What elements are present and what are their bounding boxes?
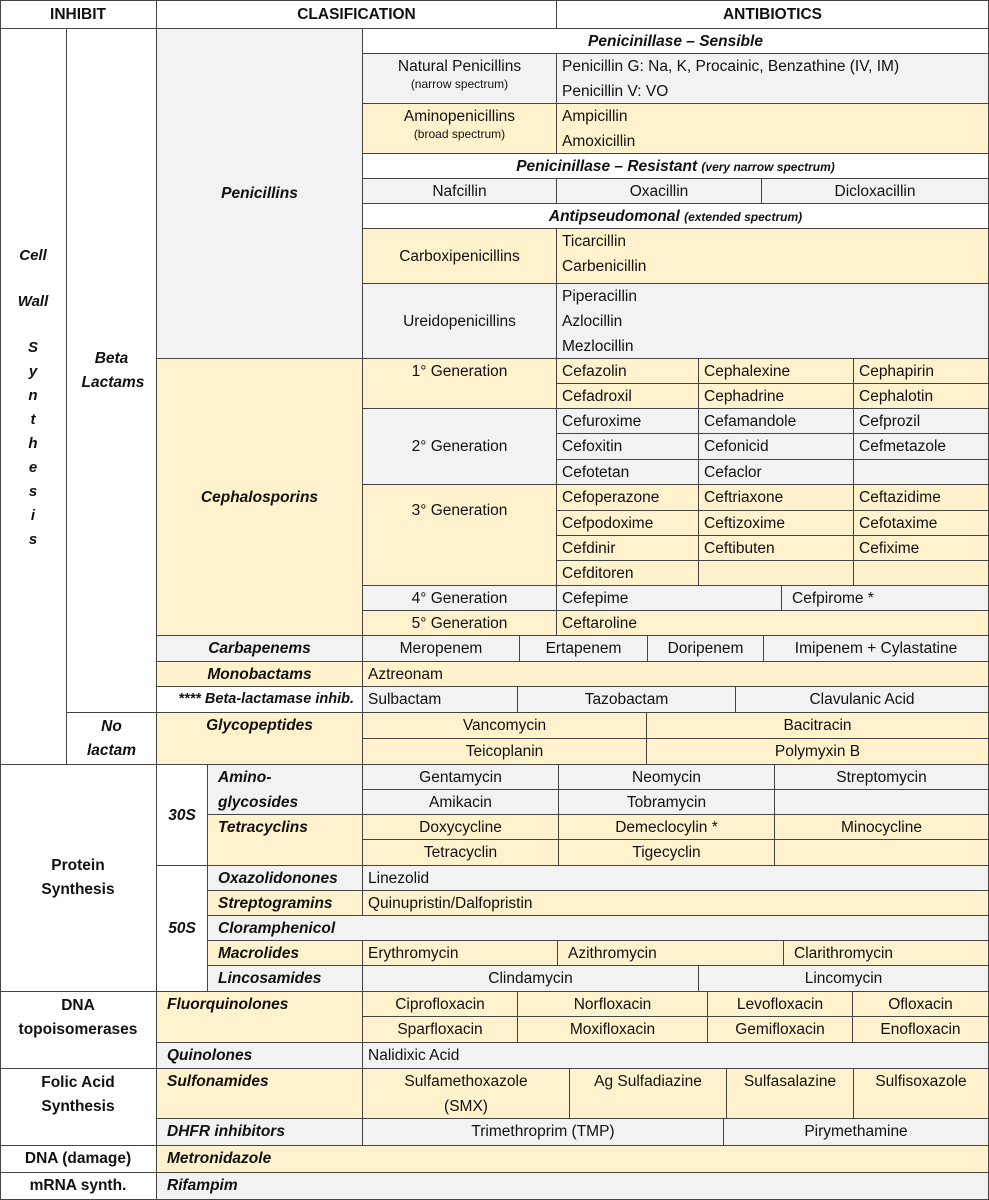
- ureidopenicillins: Ureidopenicillins: [363, 284, 557, 359]
- drug-cell: Linezolid: [363, 866, 989, 891]
- drug-cell: Cefpirome *: [782, 586, 989, 611]
- drug-item: Carbenicillin: [562, 258, 647, 275]
- drug-cell: Demeclocylin *: [559, 815, 775, 840]
- drug-cell: Gentamycin: [363, 765, 559, 790]
- class-rifampim: Rifampim: [157, 1173, 989, 1200]
- drug-cell: Imipenem + Cylastatine: [764, 636, 989, 662]
- drug-cell: Cefpodoxime: [557, 511, 699, 536]
- drug-cell: Cefonicid: [699, 434, 854, 460]
- drug-item: Penicillin G: Na, K, Procainic, Benzathine (IV, IM): [562, 58, 900, 75]
- class-cephalosporins: Cephalosporins: [157, 359, 363, 636]
- drug-cell: Doripenem: [648, 636, 764, 662]
- synthesis-letter: n: [28, 387, 38, 404]
- drug-cell: Ofloxacin: [853, 992, 989, 1017]
- synthesis-letter: S: [27, 339, 38, 356]
- aminoglycosides-line1: Amino-: [218, 769, 272, 786]
- synthesis-letter: s: [28, 483, 38, 500]
- drug-item: Piperacillin: [562, 288, 637, 305]
- ureidopenicillins-drugs: [557, 284, 989, 359]
- drug-cell: [854, 460, 989, 485]
- synthesis-letter: e: [28, 459, 38, 476]
- drug-item: (SMX): [444, 1098, 488, 1115]
- drug-cell: Ag Sulfadiazine: [570, 1069, 727, 1119]
- antipseudomonal-note: (extended spectrum): [684, 210, 803, 224]
- drug-cell: Lincomycin: [699, 966, 989, 992]
- drug-cell: Enofloxacin: [853, 1017, 989, 1043]
- drug-cell: Quinupristin/Dalfopristin: [363, 891, 989, 916]
- drug-cell: Ceftriaxone: [699, 485, 854, 511]
- drug-cell: Cefditoren: [557, 561, 699, 586]
- synthesis-letter: y: [28, 363, 38, 380]
- class-monobactams: Monobactams: [157, 662, 363, 687]
- drug-cell: Nalidixic Acid: [363, 1043, 989, 1069]
- drug-cell: Tazobactam: [518, 687, 736, 713]
- class-fluorquinolones: Fluorquinolones: [157, 992, 363, 1043]
- drug-cell: Ceftazidime: [854, 485, 989, 511]
- natural-penicillins-name: Natural Penicillins: [397, 58, 522, 75]
- natural-penicillins-note: (narrow spectrum): [410, 77, 509, 91]
- drug-cell: Cephalotin: [854, 384, 989, 409]
- synthesis-letter: h: [28, 435, 38, 452]
- drug-item: Sulfamethoxazole: [404, 1073, 528, 1090]
- drug-cell: Tobramycin: [559, 790, 775, 815]
- drug-cell: Cefadroxil: [557, 384, 699, 409]
- class-aminoglycosides: [208, 765, 363, 815]
- drug-cell: Sulfisoxazole: [854, 1069, 989, 1119]
- gen5-label: 5° Generation: [363, 611, 557, 636]
- penicillinase-resistant-header: [363, 154, 989, 179]
- drug-cell: Tigecyclin: [559, 840, 775, 866]
- penicillinase-resistant-title: Penicinillase – Resistant: [516, 158, 698, 175]
- drug-cell: Amikacin: [363, 790, 559, 815]
- antipseudomonal-header: [363, 204, 989, 229]
- drug-cell: Pirymethamine: [724, 1119, 989, 1146]
- drug-cell: [699, 561, 854, 586]
- drug-cell: Sparfloxacin: [363, 1017, 518, 1043]
- natural-penicillins: [363, 54, 557, 104]
- drug-cell: Cefotetan: [557, 460, 699, 485]
- aminopenicillins-note: (broad spectrum): [413, 127, 506, 141]
- drug-cell: Teicoplanin: [363, 739, 647, 765]
- drug-item: Ampicillin: [562, 108, 628, 125]
- synthesis-letter: t: [30, 411, 36, 428]
- drug-cell: Moxifloxacin: [518, 1017, 708, 1043]
- drug-item: Amoxicillin: [562, 133, 636, 150]
- drug-cell: Cefixime: [854, 536, 989, 561]
- header-antibiotics: ANTIBIOTICS: [557, 0, 989, 29]
- drug-cell: Gemifloxacin: [708, 1017, 853, 1043]
- drug-cell: Cefamandole: [699, 409, 854, 434]
- class-oxazolidonones: Oxazolidonones: [208, 866, 363, 891]
- gen3-label: 3° Generation: [363, 485, 557, 586]
- drug-cell: Polymyxin B: [647, 739, 989, 765]
- class-carbapenems: Carbapenems: [157, 636, 363, 662]
- gen4-label: 4° Generation: [363, 586, 557, 611]
- subgroup-no-lactam: [67, 713, 157, 765]
- natural-penicillins-drugs: [557, 54, 989, 104]
- aminoglycosides-line2: glycosides: [218, 794, 299, 811]
- inhibit-folic-acid-synthesis: [0, 1069, 157, 1146]
- drug-cell: [854, 561, 989, 586]
- drug-cell: Ciprofloxacin: [363, 992, 518, 1017]
- aminopenicillins-name: Aminopenicillins: [403, 108, 516, 125]
- inhibit-protein-synthesis: [0, 765, 157, 992]
- drug-cell: [775, 840, 989, 866]
- protein-synthesis-text: Protein Synthesis: [41, 857, 115, 898]
- class-beta-lactamase-inhibitors: **** Beta-lactamase inhib.: [157, 687, 363, 713]
- synthesis-letter: s: [28, 531, 38, 548]
- antipseudomonal-title: Antipseudomonal: [548, 208, 680, 225]
- class-tetracyclins: Tetracyclins: [208, 815, 363, 866]
- drug-cell: Sulfasalazine: [727, 1069, 854, 1119]
- drug-cell: Nafcillin: [363, 179, 557, 204]
- drug-cell: Dicloxacillin: [762, 179, 989, 204]
- drug-cell: Oxacillin: [557, 179, 762, 204]
- aminopenicillins-drugs: [557, 104, 989, 154]
- drug-cell: Cefoperazone: [557, 485, 699, 511]
- drug-cell: Ceftibuten: [699, 536, 854, 561]
- class-quinolones: Quinolones: [157, 1043, 363, 1069]
- drug-cell: Cephapirin: [854, 359, 989, 384]
- header-classification: CLASIFICATION: [157, 0, 557, 29]
- drug-cell: Cefaclor: [699, 460, 854, 485]
- drug-cell: Cefmetazole: [854, 434, 989, 460]
- drug-cell: Clindamycin: [363, 966, 699, 992]
- carboxipenicillins-drugs: [557, 229, 989, 284]
- synthesis-letter: i: [30, 507, 36, 524]
- inhibit-mrna-synthesis: mRNA synth.: [0, 1173, 157, 1200]
- class-cloramphenicol: Cloramphenicol: [208, 916, 989, 941]
- drug-cell: Aztreonam: [363, 662, 989, 687]
- drug-cell: Erythromycin: [363, 941, 558, 966]
- inhibit-dna-topoisomerases: [0, 992, 157, 1069]
- folic-acid-text: Folic Acid Synthesis: [41, 1074, 115, 1115]
- drug-cell: Cefoxitin: [557, 434, 699, 460]
- drug-cell: Cephadrine: [699, 384, 854, 409]
- ribosome-30s: 30S: [157, 765, 208, 866]
- header-inhibit: INHIBIT: [0, 0, 157, 29]
- drug-cell: Neomycin: [559, 765, 775, 790]
- aminopenicillins: [363, 104, 557, 154]
- drug-cell: Levofloxacin: [708, 992, 853, 1017]
- drug-cell: Cefdinir: [557, 536, 699, 561]
- penicillinase-sensible-header: Penicinillase – Sensible: [363, 29, 989, 54]
- drug-cell: Clavulanic Acid: [736, 687, 989, 713]
- subgroup-beta-lactams: [67, 29, 157, 713]
- wall-text: Wall: [17, 293, 49, 310]
- drug-cell: Ceftaroline: [557, 611, 989, 636]
- gen2-label: 2° Generation: [363, 409, 557, 485]
- drug-cell: Azithromycin: [558, 941, 784, 966]
- drug-cell: Cefepime: [557, 586, 782, 611]
- class-penicillins: Penicillins: [157, 29, 363, 359]
- ribosome-50s: 50S: [157, 866, 208, 992]
- drug-cell: Sulbactam: [363, 687, 518, 713]
- drug-item: Penicillin V: VO: [562, 83, 669, 100]
- dna-topoisomerases-text: DNA topoisomerases: [18, 997, 138, 1038]
- drug-cell: Cefazolin: [557, 359, 699, 384]
- drug-cell: Minocycline: [775, 815, 989, 840]
- drug-cell: [775, 790, 989, 815]
- drug-cell: Tetracyclin: [363, 840, 559, 866]
- drug-cell: Cefprozil: [854, 409, 989, 434]
- class-metronidazole: Metronidazole: [157, 1146, 989, 1173]
- drug-cell: Ertapenem: [520, 636, 648, 662]
- drug-cell: Meropenem: [363, 636, 520, 662]
- drug-cell: Vancomycin: [363, 713, 647, 739]
- drug-cell: Cefotaxime: [854, 511, 989, 536]
- drug-cell: Norfloxacin: [518, 992, 708, 1017]
- inhibit-dna-damage: DNA (damage): [0, 1146, 157, 1173]
- penicillinase-resistant-note: (very narrow spectrum): [701, 160, 835, 174]
- inhibit-cell-wall-synthesis: [0, 29, 67, 765]
- drug-cell: Doxycycline: [363, 815, 559, 840]
- drug-cell: Clarithromycin: [784, 941, 989, 966]
- drug-cell: Ceftizoxime: [699, 511, 854, 536]
- carboxipenicillins: Carboxipenicillins: [363, 229, 557, 284]
- class-streptogramins: Streptogramins: [208, 891, 363, 916]
- drug-cell: [363, 1069, 570, 1119]
- drug-item: Mezlocillin: [562, 338, 634, 355]
- drug-cell: Cephalexine: [699, 359, 854, 384]
- class-macrolides: Macrolides: [208, 941, 363, 966]
- drug-cell: Cefuroxime: [557, 409, 699, 434]
- class-glycopeptides: Glycopeptides: [157, 713, 363, 765]
- drug-cell: Bacitracin: [647, 713, 989, 739]
- drug-item: Ticarcillin: [562, 233, 627, 250]
- class-lincosamides: Lincosamides: [208, 966, 363, 992]
- drug-item: Azlocillin: [562, 313, 623, 330]
- no-lactam-text: No lactam: [86, 717, 137, 759]
- class-sulfonamides: Sulfonamides: [157, 1069, 363, 1119]
- beta-lactams-text: Beta Lactams: [81, 349, 145, 391]
- cell-text: Cell: [19, 247, 47, 264]
- gen1-label: 1° Generation: [363, 359, 557, 409]
- drug-cell: Trimethroprim (TMP): [363, 1119, 724, 1146]
- class-dhfr-inhibitors: DHFR inhibitors: [157, 1119, 363, 1146]
- drug-cell: Streptomycin: [775, 765, 989, 790]
